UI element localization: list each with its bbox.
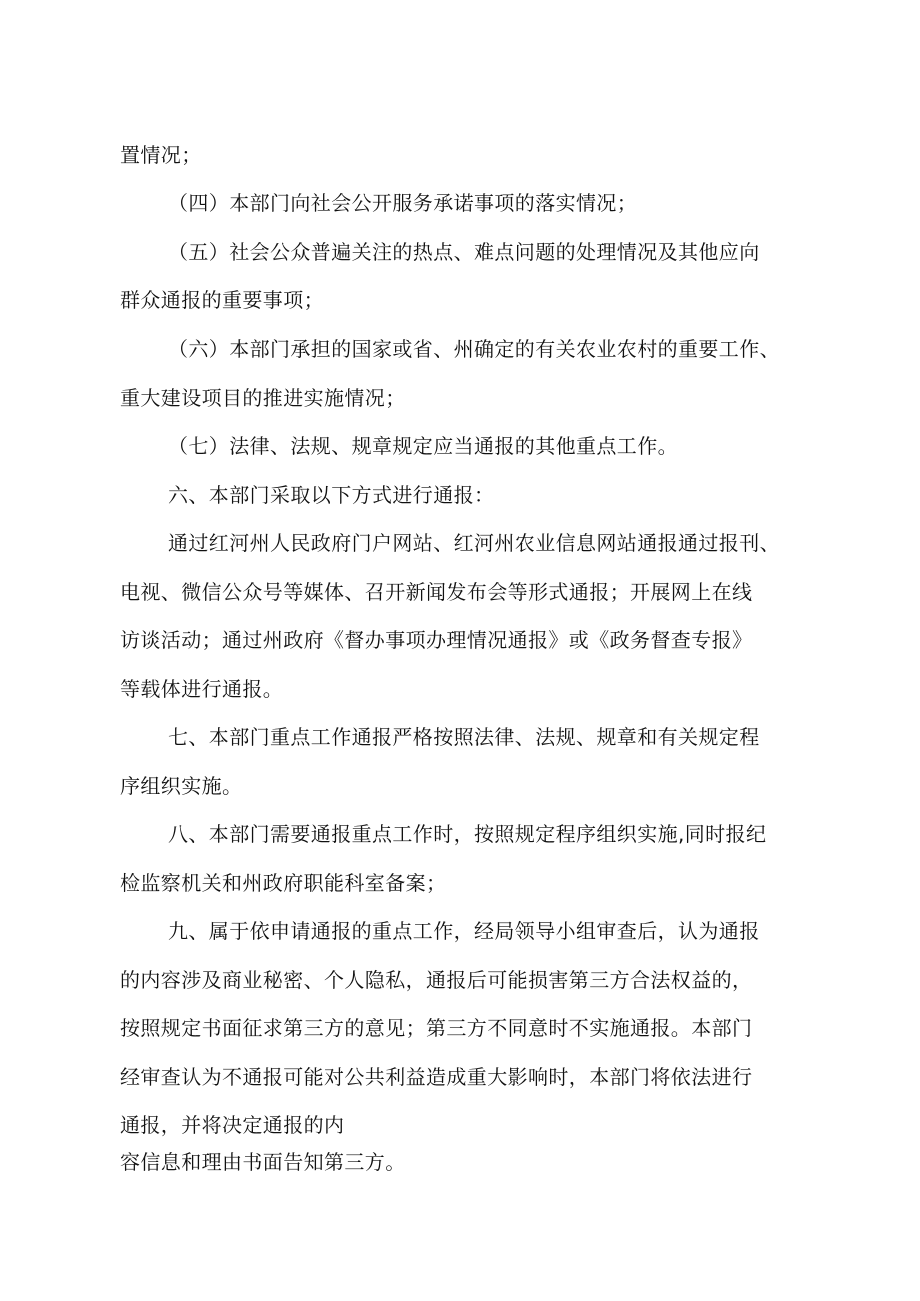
text-line-12: 等载体进行通报。 [120, 677, 284, 701]
text-line-15: 八、本部门需要通报重点工作时，按照规定程序组织实施,同时报纪 [168, 822, 767, 846]
text-line-6: 重大建设项目的推进实施情况； [120, 386, 406, 410]
text-line-22: 容信息和理由书面告知第三方。 [120, 1150, 406, 1174]
text-line-13: 七、本部门重点工作通报严格按照法律、法规、规章和有关规定程 [168, 725, 760, 749]
text-line-19: 按照规定书面征求第三方的意见；第三方不同意时不实施通报。本部门 [120, 1016, 753, 1040]
text-line-10: 电视、微信公众号等媒体、召开新闻发布会等形式通报；开展网上在线 [120, 580, 753, 604]
text-line-14: 序组织实施。 [120, 774, 243, 798]
text-line-4: 群众通报的重要事项； [120, 288, 324, 312]
text-line-3: （五）社会公众普遍关注的热点、难点问题的处理情况及其他应向 [168, 240, 760, 264]
text-line-7: （七）法律、法规、规章规定应当通报的其他重点工作。 [168, 434, 678, 458]
text-line-11: 访谈活动；通过州政府《督办事项办理情况通报》或《政务督查专报》 [120, 628, 753, 652]
text-line-1: 置情况； [120, 143, 202, 167]
text-line-18: 的内容涉及商业秘密、个人隐私，通报后可能损害第三方合法权益的， [120, 968, 753, 992]
text-line-5: （六）本部门承担的国家或省、州确定的有关农业农村的重要工作、 [168, 337, 780, 361]
text-line-16: 检监察机关和州政府职能科室备案； [120, 871, 447, 895]
text-line-8: 六、本部门采取以下方式进行通报： [168, 483, 495, 507]
text-line-20: 经审查认为不通报可能对公共利益造成重大影响时，本部门将依法进行 [120, 1065, 753, 1089]
text-line-2: （四）本部门向社会公开服务承诺事项的落实情况； [168, 191, 638, 215]
text-line-9: 通过红河州人民政府门户网站、红河州农业信息网站通报通过报刊、 [168, 531, 780, 555]
text-line-17: 九、属于依申请通报的重点工作，经局领导小组审查后，认为通报 [168, 919, 760, 943]
text-line-21: 通报，并将决定通报的内 [120, 1113, 345, 1137]
